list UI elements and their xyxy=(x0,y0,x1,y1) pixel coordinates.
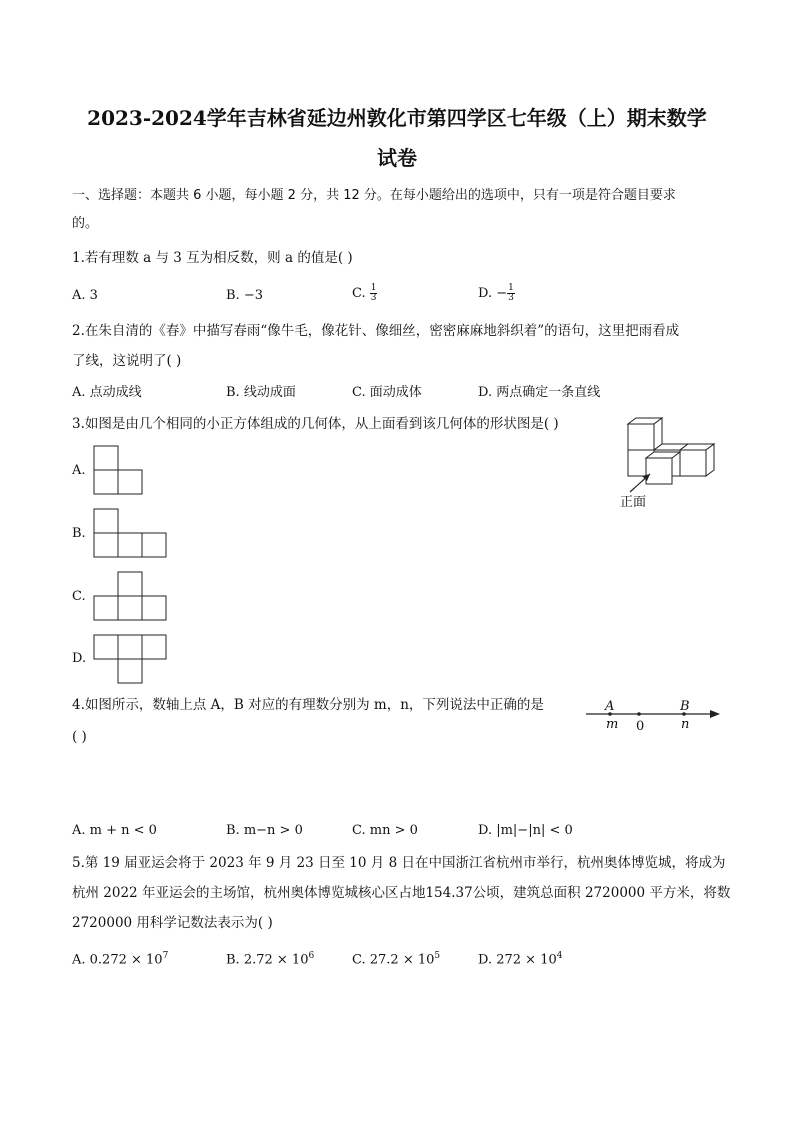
q3-option-c-label: C. xyxy=(72,589,86,604)
q1-option-d xyxy=(478,284,515,303)
q2-option-b: B. 线动成面 xyxy=(226,385,296,400)
q3-option-d-figure xyxy=(93,634,167,684)
q5-option-d xyxy=(478,947,562,969)
var-n-label: n xyxy=(681,717,690,732)
number-line-arrow-icon xyxy=(710,710,720,718)
q2-stem-line2: 了线，这说明了( ) xyxy=(72,353,182,369)
q3-front-label: 正面 xyxy=(620,495,647,510)
q4-option-d: D. |m|−|n| < 0 xyxy=(478,823,573,838)
q1-option-c-fraction xyxy=(370,284,378,303)
q1-option-d-numerator: 1 xyxy=(508,283,514,293)
q5-option-b xyxy=(226,947,314,969)
q5-option-c-exponent: 5 xyxy=(434,951,441,961)
q5-option-b-base: B. 2.72 × 10 xyxy=(226,952,309,968)
q2-option-d: D. 两点确定一条直线 xyxy=(478,385,601,400)
q2-option-c: C. 面动成体 xyxy=(352,385,422,400)
q3-option-a-label: A. xyxy=(72,463,86,478)
q1-option-d-denominator: 3 xyxy=(508,293,514,303)
q1-option-c xyxy=(352,284,377,303)
section-heading-line1: 一、选择题：本题共 6 小题，每小题 2 分，共 12 分。在每小题给出的选项中，只有一项是符合题目要求 xyxy=(72,188,676,203)
q1-option-d-prefix: D. − xyxy=(478,286,508,301)
q5-option-a-base: A. 0.272 × 10 xyxy=(72,952,163,968)
var-m-label: m xyxy=(606,717,619,732)
q1-option-c-prefix: C. xyxy=(352,286,370,301)
q1-option-c-denominator: 3 xyxy=(370,293,377,303)
q5-option-d-base: D. 272 × 10 xyxy=(478,952,557,968)
q3-cube-figure xyxy=(618,416,728,496)
q5-stem-line1: 5.第 19 届亚运会将于 2023 年 9 月 23 日至 10 月 8 日在中国浙江省杭州市举行，杭州奥体博览城，将成为 xyxy=(72,855,726,871)
q2-stem-line1: 2.在朱自清的《春》中描写春雨“像牛毛，像花针、像细丝，密密麻麻地斜织着”的语句，这里把雨看成 xyxy=(72,323,680,339)
q3-option-a-figure xyxy=(93,445,143,495)
q5-option-c xyxy=(352,947,440,969)
q3-option-c-figure xyxy=(93,571,167,621)
q5-option-c-base: C. 27.2 × 10 xyxy=(352,952,435,968)
origin-dot xyxy=(637,712,641,716)
q4-option-a: A. m + n < 0 xyxy=(72,823,157,838)
q4-option-b: B. m−n > 0 xyxy=(226,823,303,838)
q5-option-a-exponent: 7 xyxy=(162,951,169,961)
q4-stem-line1: 4.如图所示，数轴上点 A，B 对应的有理数分别为 m，n，下列说法中正确的是 xyxy=(72,697,544,713)
q5-option-a xyxy=(72,947,168,969)
q3-option-b-figure xyxy=(93,508,167,558)
exam-title-line2: 试卷 xyxy=(377,146,417,170)
exam-title-line1: 2023-2024学年吉林省延边州敦化市第四学区七年级（上）期末数学 xyxy=(87,106,707,130)
q4-stem-line2: ( ) xyxy=(72,729,87,745)
q3-stem: 3.如图是由几个相同的小正方体组成的几何体，从上面看到该几何体的形状图是( ) xyxy=(72,416,559,432)
point-b-label: B xyxy=(680,699,690,714)
q1-option-a: A. 3 xyxy=(72,288,98,303)
q1-option-c-numerator: 1 xyxy=(370,283,377,293)
q1-option-d-fraction xyxy=(507,284,515,303)
q3-option-d-label: D. xyxy=(72,651,87,666)
section-heading-line2: 的。 xyxy=(72,216,99,231)
q2-option-a: A. 点动成线 xyxy=(72,385,142,400)
q5-stem-line3: 2720000 用科学记数法表示为( ) xyxy=(72,915,273,931)
q5-stem-line2: 杭州 2022 年亚运会的主场馆，杭州奥体博览城核心区占地154.37公顷，建筑总面积 2720000 平方米，将数 xyxy=(72,885,731,901)
q4-option-c: C. mn > 0 xyxy=(352,823,418,838)
q1-option-b: B. −3 xyxy=(226,288,263,303)
origin-label: 0 xyxy=(636,719,645,734)
q3-option-b-label: B. xyxy=(72,526,86,541)
q5-option-d-exponent: 4 xyxy=(556,951,563,961)
point-a-label: A xyxy=(605,699,615,714)
q1-stem: 1.若有理数 a 与 3 互为相反数，则 a 的值是( ) xyxy=(72,250,353,266)
q5-option-b-exponent: 6 xyxy=(308,951,315,961)
